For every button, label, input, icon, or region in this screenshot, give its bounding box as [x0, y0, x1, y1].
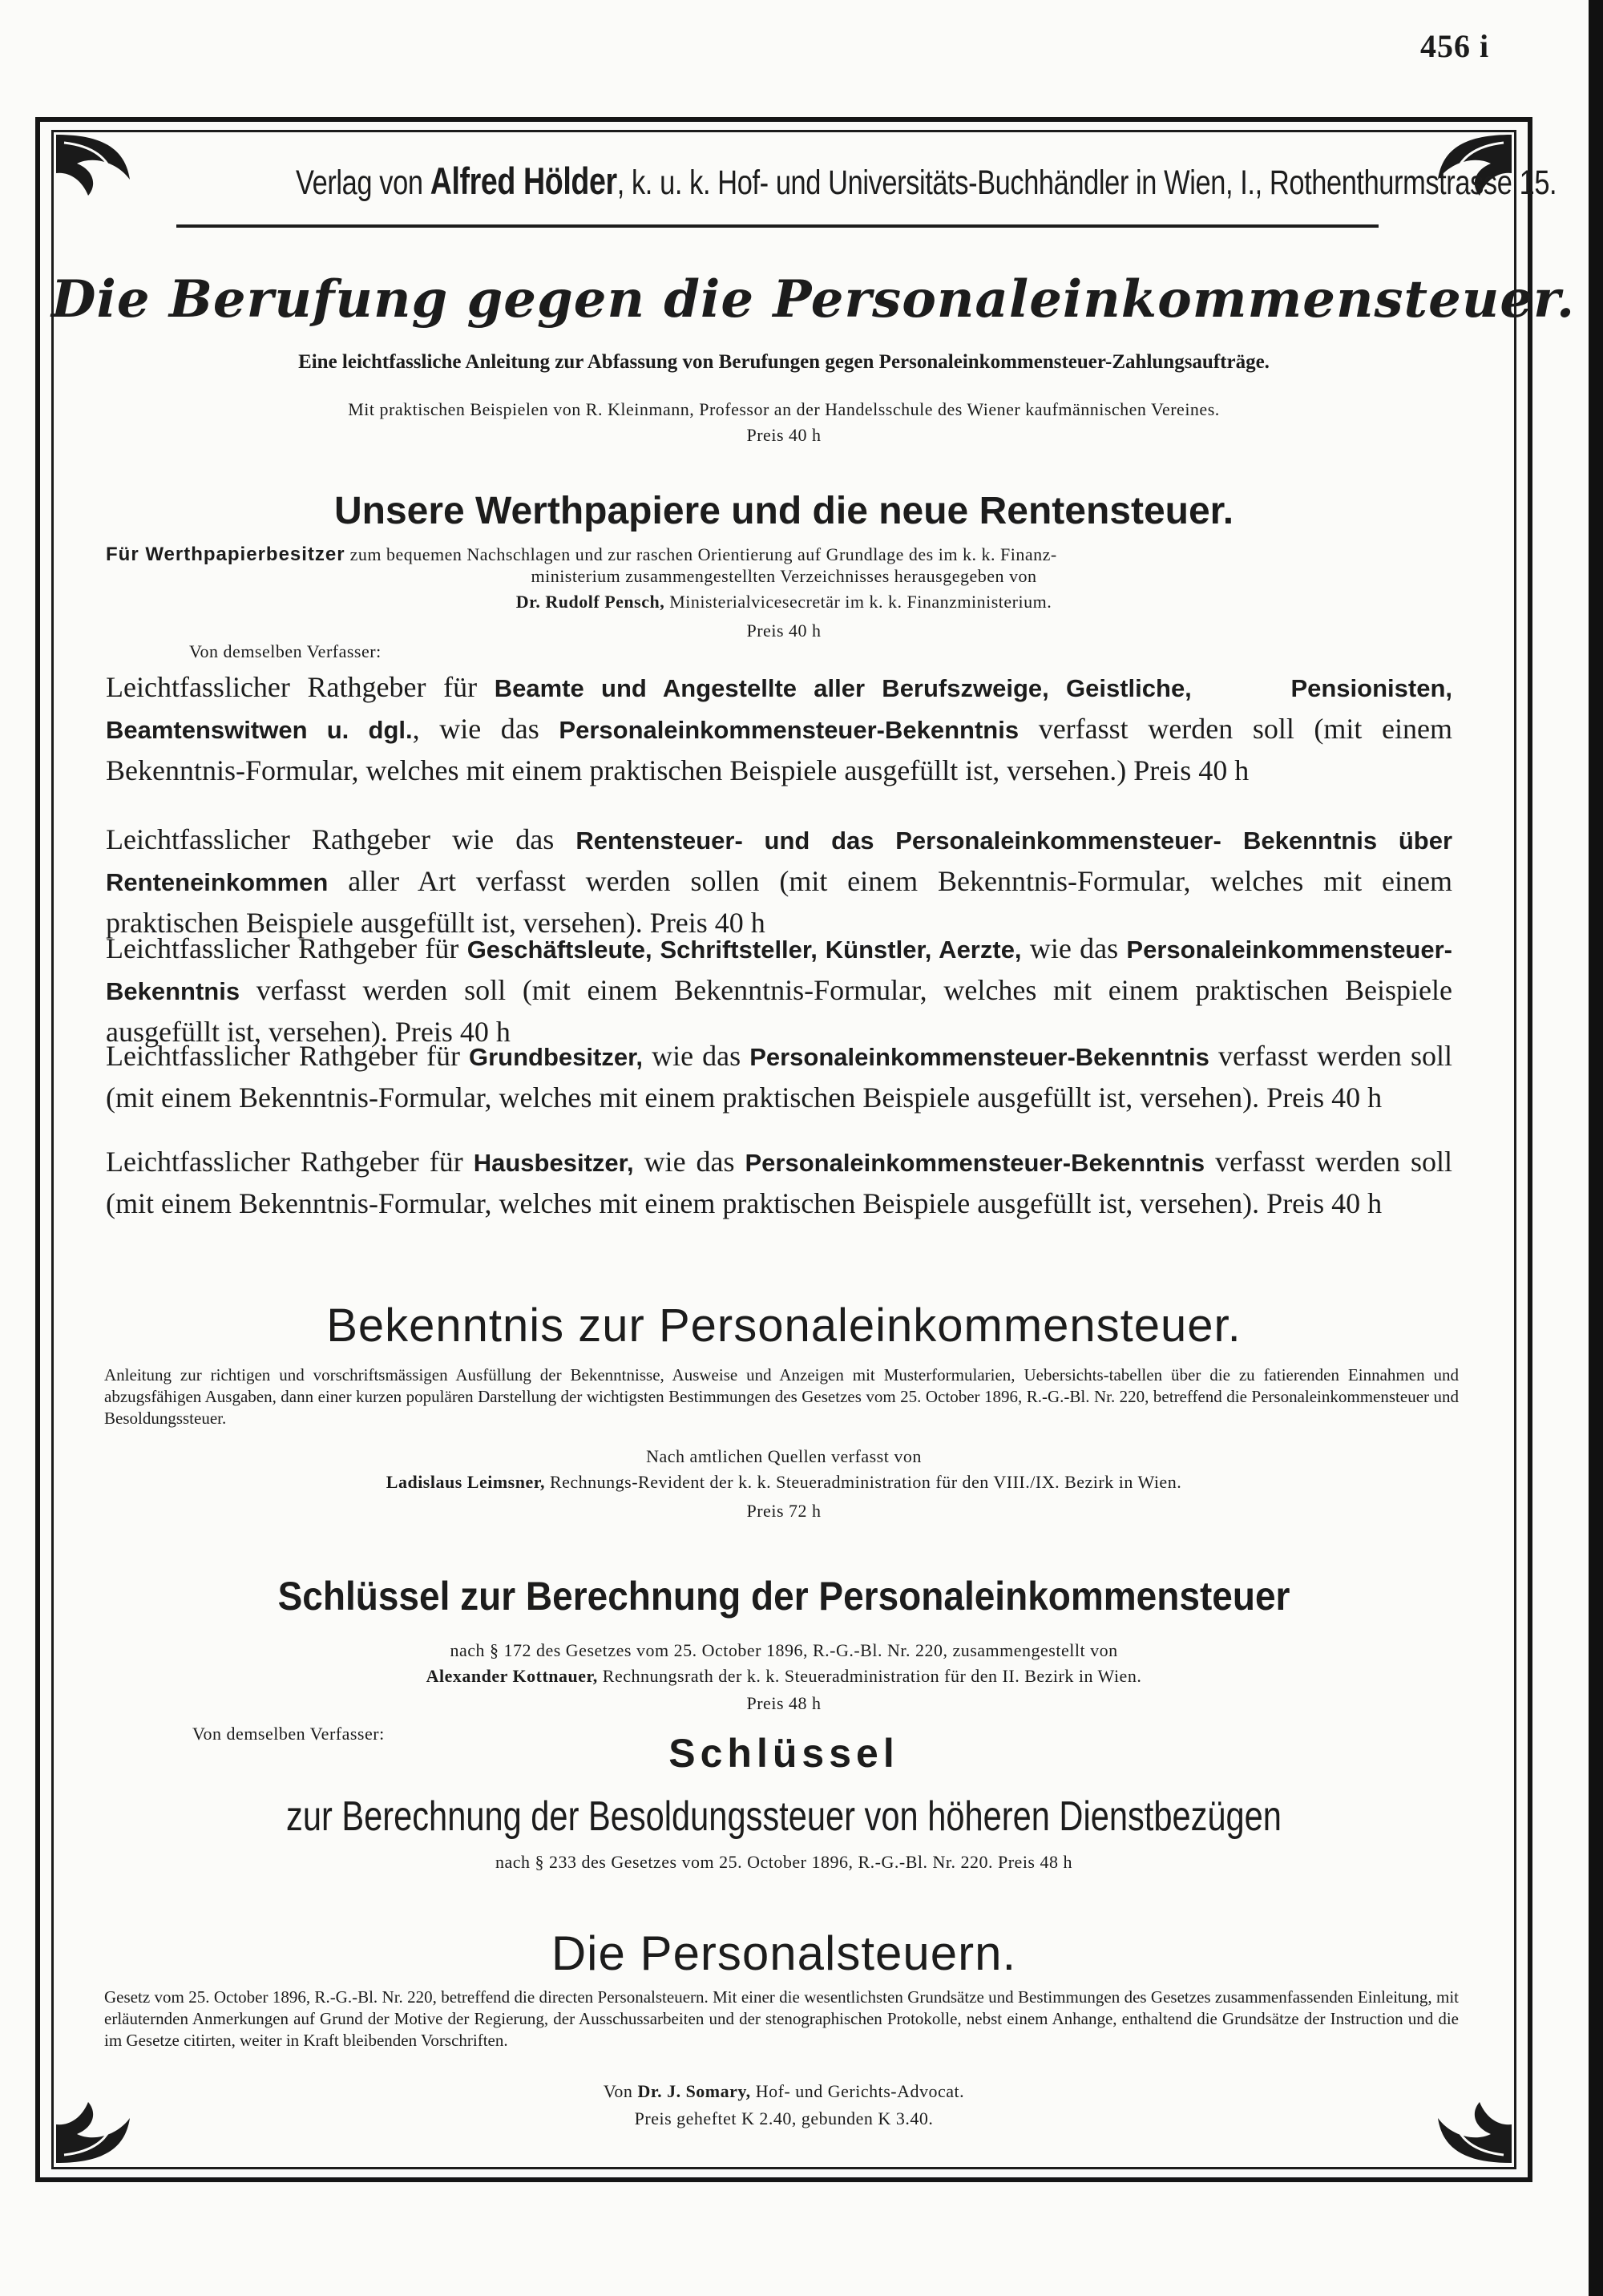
book1-title: Die Berufung gegen die Personaleinkommensteuer. — [51, 269, 1576, 329]
book3-author-line — [51, 1472, 1516, 1493]
book3-price: Preis 72 h — [746, 1501, 822, 1521]
book5-line: nach § 233 des Gesetzes vom 25. October 1896, R.-G.-Bl. Nr. 220. Preis 48 h — [495, 1852, 1072, 1872]
book6-price: Preis geheftet K 2.40, gebunden K 3.40. — [634, 2108, 934, 2128]
publisher-address: , k. u. k. Hof- und Universitäts-Buchhändler in Wien, I., Rothenthurmstrasse 15. — [616, 164, 1557, 202]
guide-2: Leichtfasslicher Rathgeber wie das Rentensteuer- und das Personaleinkommensteuer- Bekenntnis über Renteneinkommen aller Art verfasst werden sollen (mit einem Bekenntnis-Formular, welches mit einem praktischen Beispiele ausgefüllt ist, versehen). Preis 40 h — [106, 823, 1453, 939]
book2-same-author: Von demselben Verfasser: — [189, 641, 382, 661]
book4-title: Schlüssel zur Berechnung der Personaleinkommensteuer — [277, 1574, 1290, 1619]
publisher-header — [296, 159, 1557, 203]
book2-desc-line2: ministerium zusammengestellten Verzeichnisses herausgegeben von — [531, 566, 1037, 586]
top-left-ornament-icon — [53, 131, 149, 228]
book4-same-author: Von demselben Verfasser: — [192, 1724, 385, 1744]
book2-price: Preis 40 h — [746, 620, 822, 641]
guide-1: Leichtfasslicher Rathgeber für Beamte und Angestellte aller Berufszweige, Geistliche, Pensionisten, Beamtenswitwen u. dgl., wie das Personaleinkommensteuer-Bekenntnis verfasst werden soll (mit einem Bekenntnis-Formular, welches mit einem praktischen Beispiele ausgefüllt ist, versehen.) Preis 40 h — [106, 671, 1453, 786]
book6-author: Dr. J. Somary, — [637, 2081, 751, 2101]
book4-author-rest: Rechnungsrath der k. k. Steueradministration für den II. Bezirk in Wien. — [597, 1666, 1142, 1686]
book4-line1: nach § 172 des Gesetzes vom 25. October 1896, R.-G.-Bl. Nr. 220, zusammengestellt von — [450, 1640, 1118, 1660]
book4-author-line — [51, 1666, 1516, 1687]
book3-desc: Anleitung zur richtigen und vorschriftsmässigen Ausfüllung der Bekenntnisse, Ausweise und Anzeigen mit Musterformularien, Uebersichts-tabellen über die zu fatierenden Einnahmen und abzugsfähigen Ausgaben, dann einer kurzen populären Darstellung der wichtigsten Bestimmungen des Gesetzes vom 25. October 1896, R.-G.-Bl. Nr. 220, betreffend die Personaleinkommensteuer und Besoldungssteuer. — [104, 1365, 1459, 1428]
publisher-name: Alfred Hölder — [430, 160, 617, 202]
book3-sources: Nach amtlichen Quellen verfasst von — [646, 1446, 922, 1466]
book4-author: Alexander Kottnauer, — [426, 1666, 598, 1686]
book2-desc — [106, 544, 1452, 566]
book6-author-line: Von Dr. J. Somary, Hof- und Gerichts-Advocat. — [603, 2081, 965, 2101]
header-rule — [176, 224, 1379, 228]
book5-subtitle: zur Berechnung der Besoldungssteuer von höheren Dienstbezügen — [286, 1793, 1282, 1840]
book6-desc: Gesetz vom 25. October 1896, R.-G.-Bl. Nr. 220, betreffend die directen Personalsteuern. Mit einer die wesentlichsten Grundsätze und Bestimmungen des Gesetzes zusammenfassenden Einleitung, mit erläuternden Anmerkungen auf Grund der Motive der Regierung, der Ausschussarbeiten und der stenographischen Protokolle, nebst einem Anhange, enthaltend die Grundsätze der Instruction und die im Gesetze citirten, weiter in Kraft bleibenden Vorschriften. — [104, 1987, 1459, 2050]
book2-title: Unsere Werthpapiere und die neue Rentensteuer. — [333, 490, 1234, 532]
guide-5: Leichtfasslicher Rathgeber für Hausbesitzer, wie das Personaleinkommensteuer-Bekenntnis verfasst werden soll (mit einem Bekenntnis-Formular, welches mit einem praktischen Beispiele ausgefüllt ist, versehen). Preis 40 h — [106, 1146, 1452, 1219]
book2-author-line — [51, 592, 1516, 612]
book2-author: Dr. Rudolf Pensch, — [515, 592, 665, 612]
guide-4: Leichtfasslicher Rathgeber für Grundbesitzer, wie das Personaleinkommensteuer-Bekenntnis verfasst werden soll (mit einem Bekenntnis-Formular, welches mit einem praktischen Beispiele ausgefüllt ist, versehen). Preis 40 h — [106, 1040, 1452, 1114]
book2-desc-bold: Für Werthpapierbesitzer — [106, 544, 345, 565]
book1-price: Preis 40 h — [746, 425, 822, 445]
book3-author-rest: Rechnungs-Revident der k. k. Steueradministration für den VIII./IX. Bezirk in Wien. — [544, 1472, 1182, 1492]
guide-3: Leichtfasslicher Rathgeber für Geschäftsleute, Schriftsteller, Künstler, Aerzte, wie das Personaleinkommensteuer-Bekenntnis verfasst werden soll (mit einem Bekenntnis-Formular, welches mit einem praktischen Beispiele ausgefüllt ist, versehen). Preis 40 h — [106, 932, 1452, 1048]
book5-title: Schlüssel — [668, 1731, 899, 1776]
publisher-prefix: Verlag von — [296, 164, 430, 202]
book1-author-line: Mit praktischen Beispielen von R. Kleinmann, Professor an der Handelsschule des Wiener kaufmännischen Vereines. — [348, 399, 1220, 419]
book6-author-rest: Hof- und Gerichts-Advocat. — [750, 2081, 965, 2101]
page-number: 456 i — [1420, 28, 1490, 64]
book4-price: Preis 48 h — [746, 1693, 822, 1713]
book2-author-rest: Ministerialvicesecretär im k. k. Finanzministerium. — [664, 592, 1052, 612]
page-edge — [1589, 0, 1603, 2296]
book3-author: Ladislaus Leimsner, — [386, 1472, 545, 1492]
book3-title: Bekenntnis zur Personaleinkommensteuer. — [326, 1300, 1242, 1352]
book6-title: Die Personalsteuern. — [551, 1926, 1017, 1980]
book2-desc-rest: zum bequemen Nachschlagen und zur raschen Orientierung auf Grundlage des im k. k. Finanz- — [345, 544, 1057, 564]
book1-subtitle: Eine leichtfassliche Anleitung zur Abfassung von Berufungen gegen Personaleinkommensteuer-Zahlungsaufträge. — [298, 351, 1270, 373]
